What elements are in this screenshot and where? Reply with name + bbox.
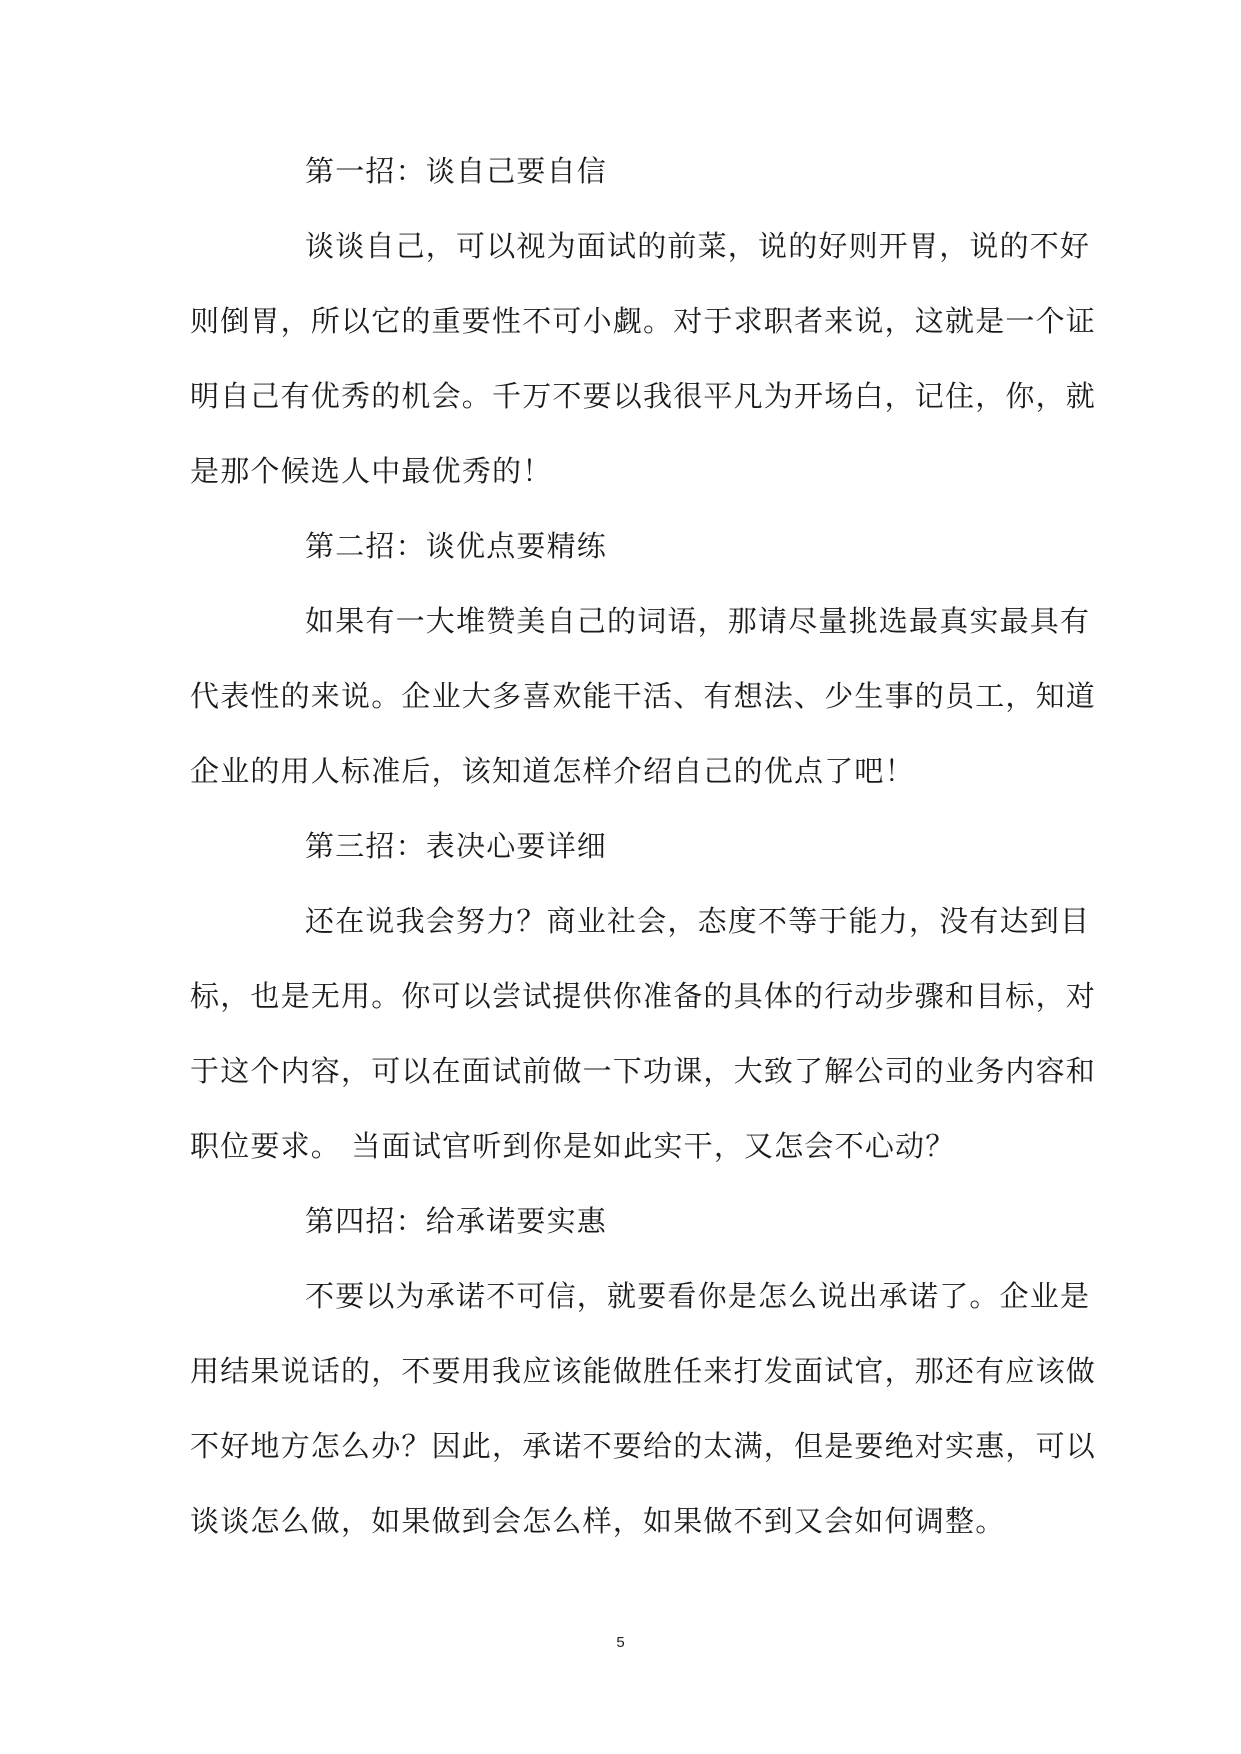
section-4-line-4: 谈谈怎么做，如果做到会怎么样，如果做不到又会如何调整。 <box>190 1504 1006 1538</box>
section-3-line-1: 还在说我会努力？商业社会，态度不等于能力，没有达到目 <box>305 904 1091 938</box>
section-4-line-3: 不好地方怎么办？因此，承诺不要给的太满，但是要绝对实惠，可以 <box>190 1429 1097 1463</box>
section-2-line-3: 企业的用人标准后，该知道怎样介绍自己的优点了吧！ <box>190 754 915 788</box>
section-heading-4: 第四招：给承诺要实惠 <box>305 1204 608 1238</box>
section-1-line-1: 谈谈自己，可以视为面试的前菜，说的好则开胃，说的不好 <box>305 229 1091 263</box>
section-heading-3: 第三招：表决心要详细 <box>305 829 608 863</box>
section-1-line-4: 是那个候选人中最优秀的！ <box>190 454 553 488</box>
section-heading-2: 第二招：谈优点要精练 <box>305 529 608 563</box>
section-4-line-2: 用结果说话的，不要用我应该能做胜任来打发面试官，那还有应该做 <box>190 1354 1097 1388</box>
section-heading-1: 第一招：谈自己要自信 <box>305 154 608 188</box>
section-2-line-2: 代表性的来说。企业大多喜欢能干活、有想法、少生事的员工，知道 <box>190 679 1097 713</box>
section-1-line-2: 则倒胃，所以它的重要性不可小觑。对于求职者来说，这就是一个证 <box>190 304 1097 338</box>
section-4-line-1: 不要以为承诺不可信，就要看你是怎么说出承诺了。企业是 <box>305 1279 1091 1313</box>
section-3-line-3: 于这个内容，可以在面试前做一下功课，大致了解公司的业务内容和 <box>190 1054 1097 1088</box>
section-3-line-2: 标，也是无用。你可以尝试提供你准备的具体的行动步骤和目标，对 <box>190 979 1097 1013</box>
section-2-line-1: 如果有一大堆赞美自己的词语，那请尽量挑选最真实最具有 <box>305 604 1091 638</box>
section-1-line-3: 明自己有优秀的机会。千万不要以我很平凡为开场白，记住，你，就 <box>190 379 1097 413</box>
page-number: 5 <box>616 1634 625 1651</box>
section-3-line-4: 职位要求。 当面试官听到你是如此实干，又怎会不心动？ <box>190 1129 956 1163</box>
